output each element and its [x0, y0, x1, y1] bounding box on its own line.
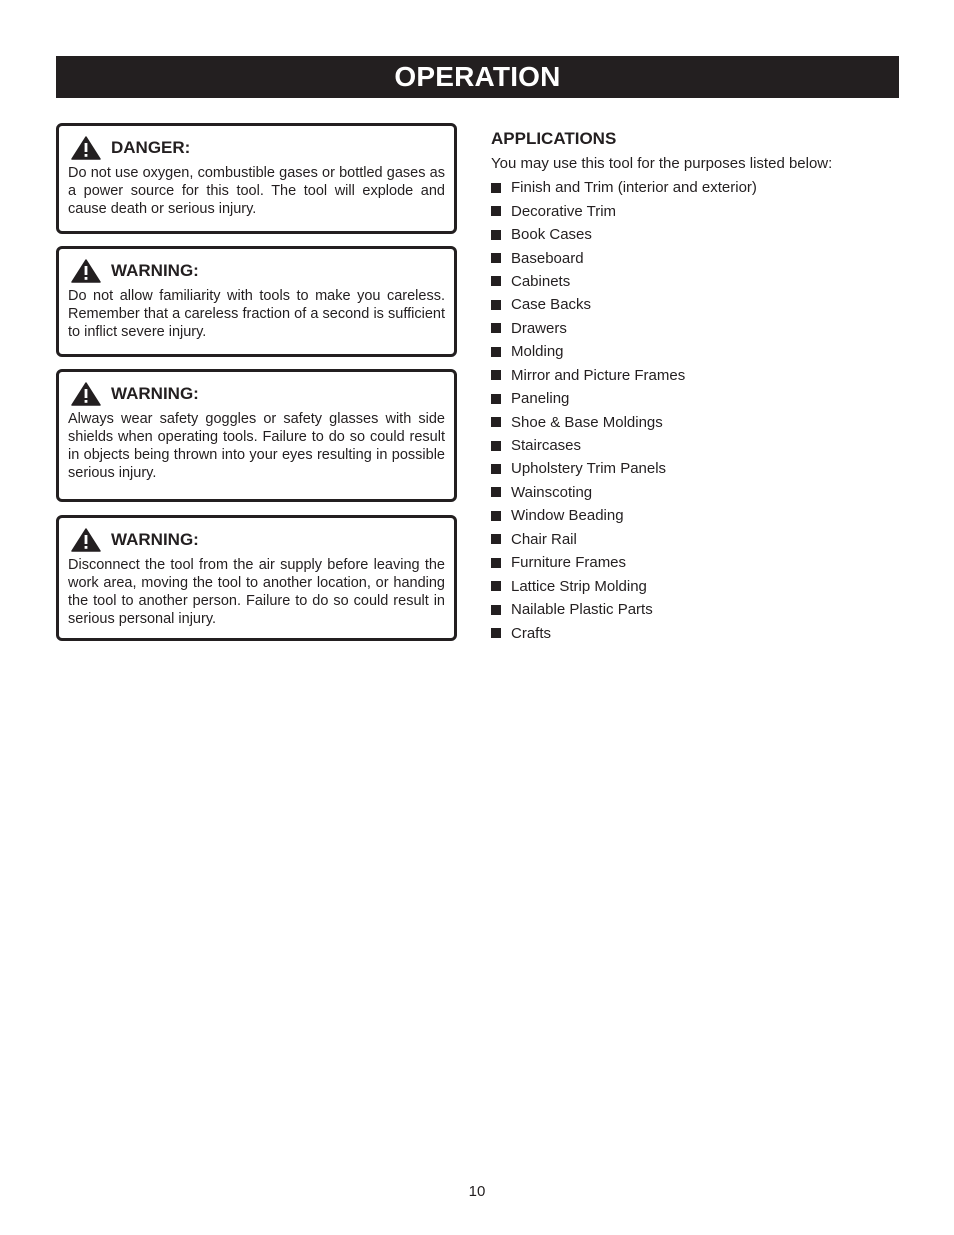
danger-text: Do not use oxygen, combustible gases or bottled gases as a power source for this tool. The tool will explode and cause death or serious injury. [68, 165, 445, 217]
applications-heading: APPLICATIONS [491, 129, 617, 148]
list-item [491, 481, 891, 504]
list-item-label: Furniture Frames [511, 554, 627, 572]
list-item-label: Crafts [511, 624, 552, 642]
list-item [491, 598, 891, 621]
square-bullet-icon [491, 441, 501, 451]
warning-text: Disconnect the tool from the air supply before leaving the work area, moving the tool to another location, or handing the tool to another person. Failure to do so could result in serious personal injury. [68, 557, 445, 627]
list-item-label: Decorative Trim [511, 202, 617, 220]
warning-label: WARNING: [111, 530, 199, 549]
list-item [491, 176, 891, 199]
list-item-label: Staircases [511, 437, 582, 455]
list-item-label: Book Cases [511, 226, 592, 244]
square-bullet-icon [491, 511, 501, 521]
list-item [491, 434, 891, 457]
warning-text: Always wear safety goggles or safety glasses with side shields when operating tools. Failure to do so could result in objects being thrown into your eyes resulting in possible serious injury. [68, 411, 445, 481]
list-item [491, 199, 891, 222]
warning-triangle-icon [71, 259, 101, 283]
square-bullet-icon [491, 253, 501, 263]
list-item-label: Wainscoting [511, 483, 593, 501]
list-item [491, 528, 891, 551]
list-item-label: Mirror and Picture Frames [511, 366, 686, 384]
list-item-label: Nailable Plastic Parts [511, 601, 653, 619]
list-item-label: Paneling [511, 390, 570, 408]
list-item-label: Finish and Trim (interior and exterior) [511, 179, 757, 197]
list-item [491, 551, 891, 574]
warning-triangle-icon [71, 382, 101, 406]
list-item [491, 504, 891, 527]
list-item [491, 293, 891, 316]
applications-list [491, 176, 891, 645]
list-item-label: Shoe & Base Moldings [511, 413, 663, 431]
square-bullet-icon [491, 183, 501, 193]
page-title: OPERATION [394, 61, 561, 92]
square-bullet-icon [491, 581, 501, 591]
page-number: 10 [468, 1183, 486, 1200]
list-item-label: Baseboard [511, 249, 584, 267]
square-bullet-icon [491, 628, 501, 638]
square-bullet-icon [491, 347, 501, 357]
list-item-label: Drawers [511, 319, 567, 337]
list-item [491, 621, 891, 644]
square-bullet-icon [491, 300, 501, 310]
list-item [491, 387, 891, 410]
list-item [491, 223, 891, 246]
square-bullet-icon [491, 534, 501, 544]
list-item-label: Case Backs [511, 296, 592, 314]
warning-heading [67, 257, 446, 285]
list-item [491, 457, 891, 480]
list-item-label: Chair Rail [511, 530, 577, 548]
warning-label: WARNING: [111, 384, 199, 403]
square-bullet-icon [491, 323, 501, 333]
warning-triangle-icon [71, 136, 101, 160]
warning-box-disconnect [56, 515, 457, 641]
square-bullet-icon [491, 206, 501, 216]
warning-triangle-icon [71, 528, 101, 552]
list-item [491, 574, 891, 597]
list-item-label: Molding [511, 343, 564, 361]
list-item [491, 340, 891, 363]
section-header-bar [56, 56, 899, 98]
square-bullet-icon [491, 558, 501, 568]
warning-heading [67, 380, 446, 408]
danger-box [56, 123, 457, 234]
list-item-label: Cabinets [511, 272, 571, 290]
warning-box-familiarity [56, 246, 457, 357]
list-item-label: Lattice Strip Molding [511, 577, 647, 595]
applications-intro: You may use this tool for the purposes listed below: [491, 155, 833, 172]
square-bullet-icon [491, 464, 501, 474]
warning-box-goggles [56, 369, 457, 502]
square-bullet-icon [491, 394, 501, 404]
square-bullet-icon [491, 276, 501, 286]
list-item [491, 317, 891, 340]
list-item [491, 246, 891, 269]
applications-section [491, 128, 891, 645]
warning-label: WARNING: [111, 261, 199, 280]
list-item [491, 270, 891, 293]
list-item-label: Upholstery Trim Panels [511, 460, 667, 478]
list-item [491, 410, 891, 433]
danger-label: DANGER: [111, 138, 191, 157]
square-bullet-icon [491, 487, 501, 497]
square-bullet-icon [491, 370, 501, 380]
square-bullet-icon [491, 605, 501, 615]
warning-heading [67, 526, 446, 554]
danger-heading [67, 134, 446, 162]
list-item-label: Window Beading [511, 507, 624, 525]
square-bullet-icon [491, 230, 501, 240]
square-bullet-icon [491, 417, 501, 427]
list-item [491, 364, 891, 387]
warning-text: Do not allow familiarity with tools to make you careless. Remember that a careless fraction of a second is sufficient to inflict severe injury. [68, 288, 445, 340]
